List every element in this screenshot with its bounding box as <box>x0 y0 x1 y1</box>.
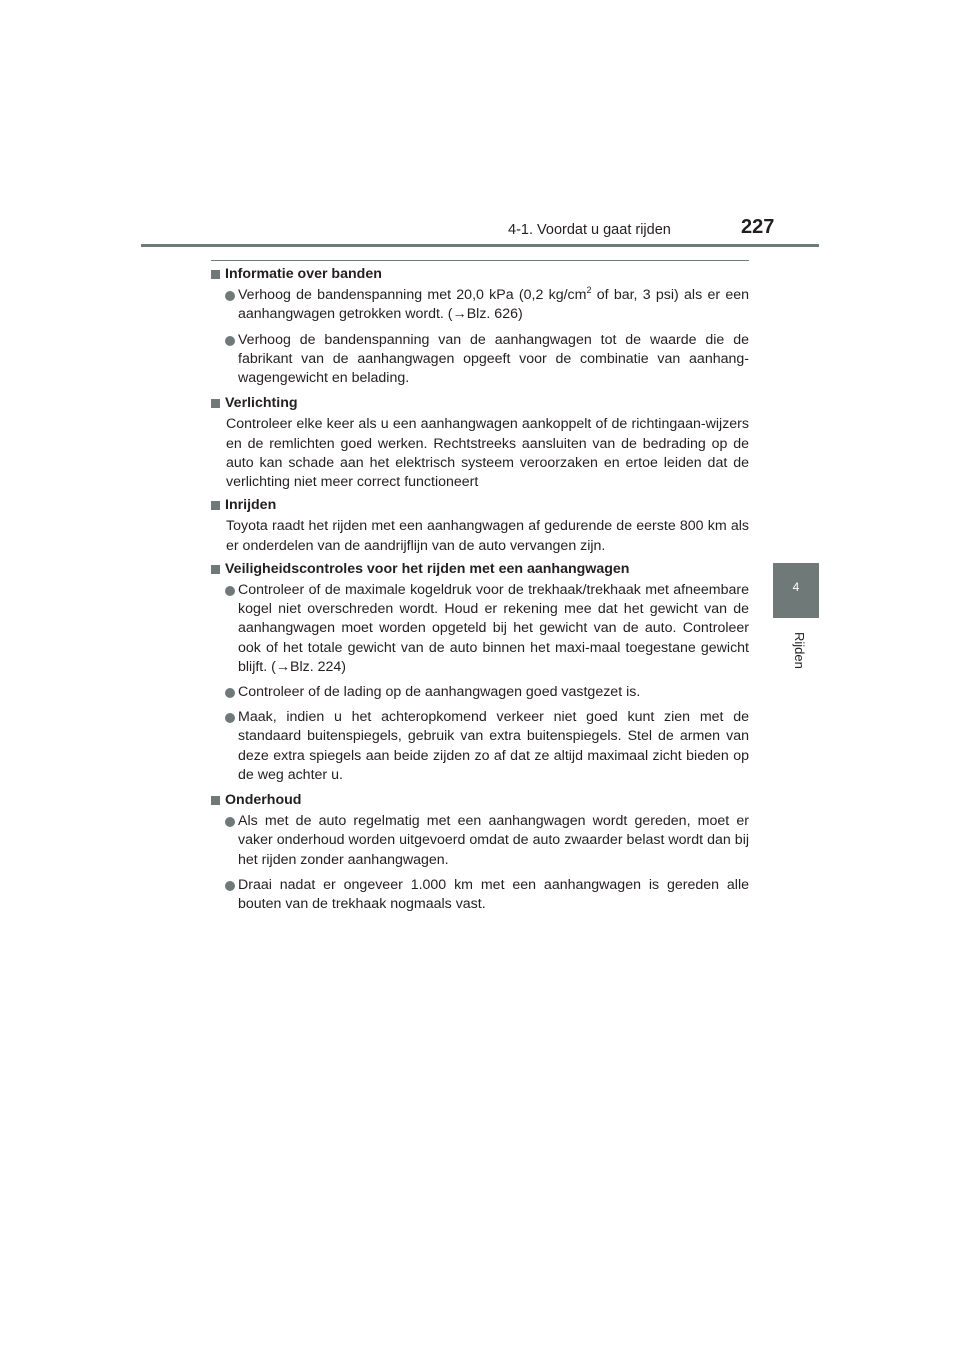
bullet-text: Verhoog de bandenspanning van de aanhangwagen tot de waarde die de fabrikant van de aanhangwagen opgeeft voor de combinatie van aanhang-wagengewicht en belading. <box>238 331 749 387</box>
square-bullet-icon <box>211 796 220 805</box>
chapter-tab[interactable] <box>773 563 819 618</box>
heading-text: Inrijden <box>225 497 277 514</box>
section-paragraph: Toyota raadt het rijden met een aanhangwagen af gedurende de eerste 800 km als er onderdelen van de aandrijflijn van de auto vervangen zijn. <box>226 518 749 554</box>
bullet-text: Controleer of de lading op de aanhangwagen goed vastgezet is. <box>238 684 641 701</box>
bullet-text: Als met de auto regelmatig met een aanhangwagen wordt gereden, moet er vaker onderhoud worden uitgevoerd omdat de auto zwaarder belast wordt dan bij het rijden zonder aanhangwagen. <box>238 813 749 868</box>
section-onderhoud <box>211 791 749 914</box>
bullet-item <box>211 331 749 389</box>
bullet-text-continued: of bar, 3 psi) als er een aanhangwagen getrokken wordt. (→Blz. 626) <box>238 287 749 323</box>
round-bullet-icon <box>225 586 235 596</box>
section-heading <box>211 394 749 413</box>
heading-text: Verlichting <box>225 395 298 412</box>
section-heading <box>211 791 749 810</box>
heading-text: Onderhoud <box>225 792 302 809</box>
header-rule <box>141 244 819 247</box>
section-informatie-over-banden <box>211 265 749 388</box>
round-bullet-icon <box>225 688 235 698</box>
chapter-label: Rijden <box>792 632 807 669</box>
page-number: 227 <box>741 216 775 238</box>
running-header-section: 4-1. Voordat u gaat rijden <box>508 222 671 238</box>
square-bullet-icon <box>211 565 220 574</box>
bullet-item <box>211 683 749 702</box>
round-bullet-icon <box>225 881 235 891</box>
section-heading <box>211 560 749 579</box>
superscript: 2 <box>586 285 592 296</box>
heading-text: Informatie over banden <box>225 266 382 282</box>
section-heading <box>211 496 749 515</box>
bullet-item <box>211 876 749 914</box>
section-inrijden <box>211 496 749 556</box>
round-bullet-icon <box>225 817 235 827</box>
round-bullet-icon <box>225 713 235 723</box>
bullet-item <box>211 708 749 785</box>
chapter-number: 4 <box>792 580 800 594</box>
bullet-text: Draai nadat er ongeveer 1.000 km met een aanhangwagen is gereden alle bouten van de trekhaak nogmaals vast. <box>238 876 749 913</box>
square-bullet-icon <box>211 501 220 510</box>
round-bullet-icon <box>225 336 235 346</box>
bullet-item <box>211 286 749 324</box>
content-top-rule <box>211 260 749 261</box>
round-bullet-icon <box>225 291 235 301</box>
bullet-item <box>211 581 749 677</box>
section-heading <box>211 265 749 284</box>
square-bullet-icon <box>211 270 220 279</box>
section-verlichting <box>211 394 749 492</box>
bullet-item <box>211 812 749 870</box>
page-content <box>211 265 749 920</box>
bullet-text: Controleer of de maximale kogeldruk voor de trekhaak/trekhaak met afneembare kogel niet overschreden wordt. Houd er rekening mee dat het gewicht van de aanhangwagen moet worden opgeteld bij het gewicht van de auto. Controleer ook of het totale gewicht van de auto binnen het maxi-maal toegestane gewicht blijft. (→Blz. 224) <box>238 582 749 675</box>
bullet-text: Maak, indien u het achteropkomend verkeer niet goed kunt zien met de standaard buitenspiegels, gebruik van extra buitenspiegels. Stel de armen van deze extra spiegels aan beide zijden zo af dat ze altijd maximaal zicht bieden op de weg achter u. <box>238 709 749 783</box>
square-bullet-icon <box>211 399 220 408</box>
section-paragraph: Controleer elke keer als u een aanhangwagen aankoppelt of de richtingaan-wijzers en de remlichten goed werken. Rechtstreeks aansluiten van de bedrading op de auto kan schade aan het elektrisch systeem veroorzaken en ertoe leiden dat de verlichting niet meer correct functioneert <box>226 416 749 491</box>
section-veiligheidscontroles <box>211 560 749 785</box>
bullet-text: Verhoog de bandenspanning met 20,0 kPa (0,2 kg/cm <box>238 287 587 304</box>
heading-text: Veiligheidscontroles voor het rijden met een aanhangwagen <box>225 560 630 577</box>
